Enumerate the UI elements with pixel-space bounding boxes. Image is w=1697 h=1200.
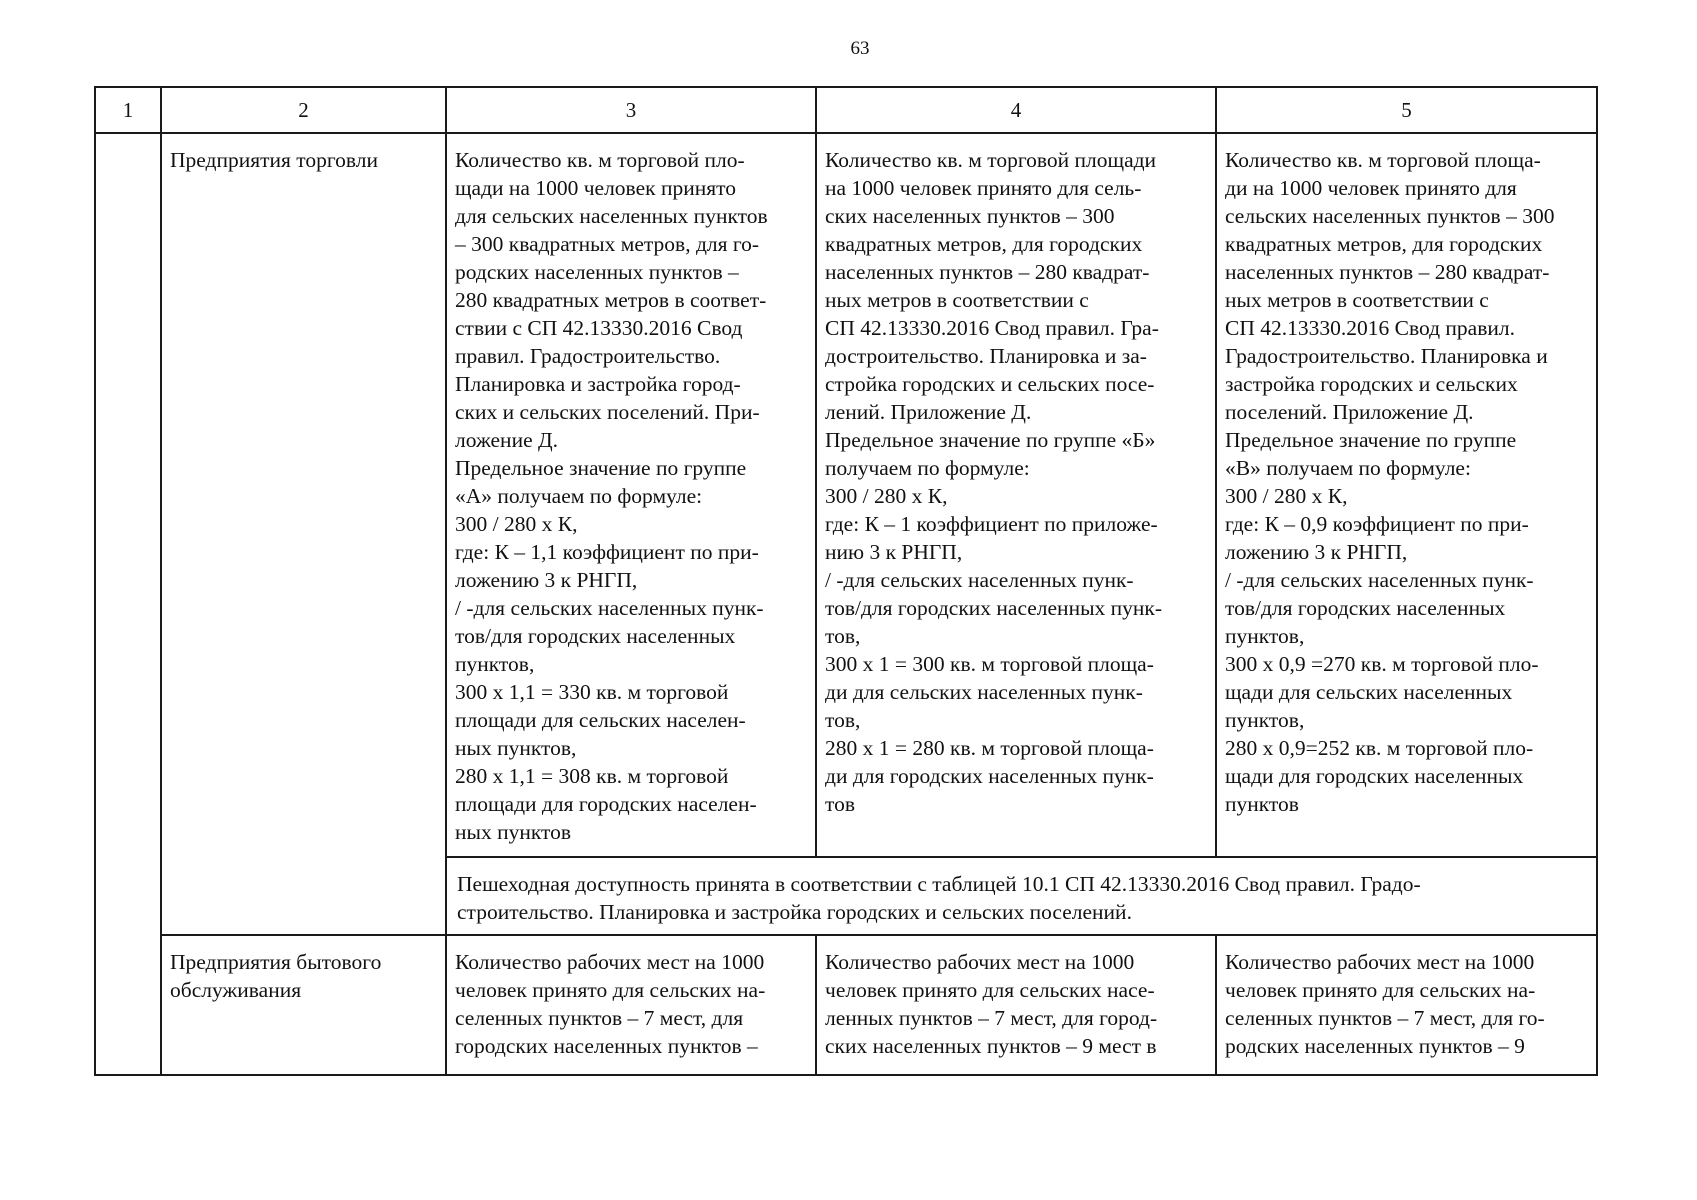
table-header-row [95,87,1597,133]
walking-distance-note: Пешеходная доступность принята в соответствии с таблицей 10.1 СП 42.13330.2016 Свод правил. Градо- строительство. Планировка и застройка городских и сельских поселений. [446,857,1597,935]
group-b-cell: Количество кв. м торговой площади на 1000 человек принято для сель- ских населенных пунктов – 300 квадратных метров, для городских населенных пунктов – 280 квадрат- ных метров в соответствии с СП 42.13330.2016 Свод правил. Гра- достроительство. Планировка и за- стройка городских и сельских посе- лений. Приложение Д. Предельное значение по группе «Б» получаем по формуле: 300 / 280 х К, где: К – 1 коэффициент по приложе- нию 3 к РНГП, / -для сельских населенных пунк- тов/для городских населенных пунк- тов, 300 х 1 = 300 кв. м торговой площа- ди для сельских населенных пунк- тов, 280 х 1 = 280 кв. м торговой площа- ди для городских населенных пунк- тов [816,133,1216,857]
requirements-table [94,86,1598,1076]
row-number-cell [95,133,161,1075]
group-c-cell: Количество кв. м торговой площа- ди на 1000 человек принято для сельских населенных пунктов – 300 квадратных метров, для городских населенных пунктов – 280 квадрат- ных метров в соответствии с СП 42.13330.2016 Свод правил. Градостроительство. Планировка и застройка городских и сельских поселений. Приложение Д. Предельное значение по группе «В» получаем по формуле: 300 / 280 х К, где: К – 0,9 коэффициент по при- ложению 3 к РНГП, / -для сельских населенных пунк- тов/для городских населенных пунктов, 300 х 0,9 =270 кв. м торговой пло- щади для сельских населенных пунктов, 280 х 0,9=252 кв. м торговой пло- щади для городских населенных пунктов [1216,133,1597,857]
row-name-cell [161,935,446,1075]
page-number: 63 [850,38,870,59]
header-col-4: 4 [816,87,1216,133]
group-c-text: Количество рабочих мест на 1000 человек принято для сельских на- селенных пунктов – 7 мест, для го- родских населенных пунктов – 9 [1225,950,1545,1058]
group-a-cell: Количество кв. м торговой пло- щади на 1000 человек принято для сельских населенных пунктов – 300 квадратных метров, для го- родских населенных пунктов – 280 квадратных метров в соответ- ствии с СП 42.13330.2016 Свод правил. Градостроительство. Планировка и застройка город- ских и сельских поселений. При- ложение Д. Предельное значение по группе «А» получаем по формуле: 300 / 280 х К, где: К – 1,1 коэффициент по при- ложению 3 к РНГП, / -для сельских населенных пунк- тов/для городских населенных пунктов, 300 х 1,1 = 330 кв. м торговой площади для сельских населен- ных пунктов, 280 х 1,1 = 308 кв. м торговой площади для городских населен- ных пунктов [446,133,816,857]
row-name-text: Предприятия бытового обслуживания [170,950,382,1002]
table-row [95,935,1597,1075]
group-b-cell [816,935,1216,1075]
group-b-text: Количество рабочих мест на 1000 человек принято для сельских насе- ленных пунктов – 7 мест, для город- ских населенных пунктов – 9 мест в [825,950,1158,1058]
group-c-cell [1216,935,1597,1075]
row-name-cell: Предприятия торговли [161,133,446,935]
group-a-text: Количество рабочих мест на 1000 человек принято для сельских на- селенных пунктов – 7 мест, для городских населенных пунктов – [455,950,766,1058]
header-col-1: 1 [95,87,161,133]
header-col-3: 3 [446,87,816,133]
group-a-cell [446,935,816,1075]
table-row [95,133,1597,857]
header-col-2: 2 [161,87,446,133]
header-col-5: 5 [1216,87,1597,133]
